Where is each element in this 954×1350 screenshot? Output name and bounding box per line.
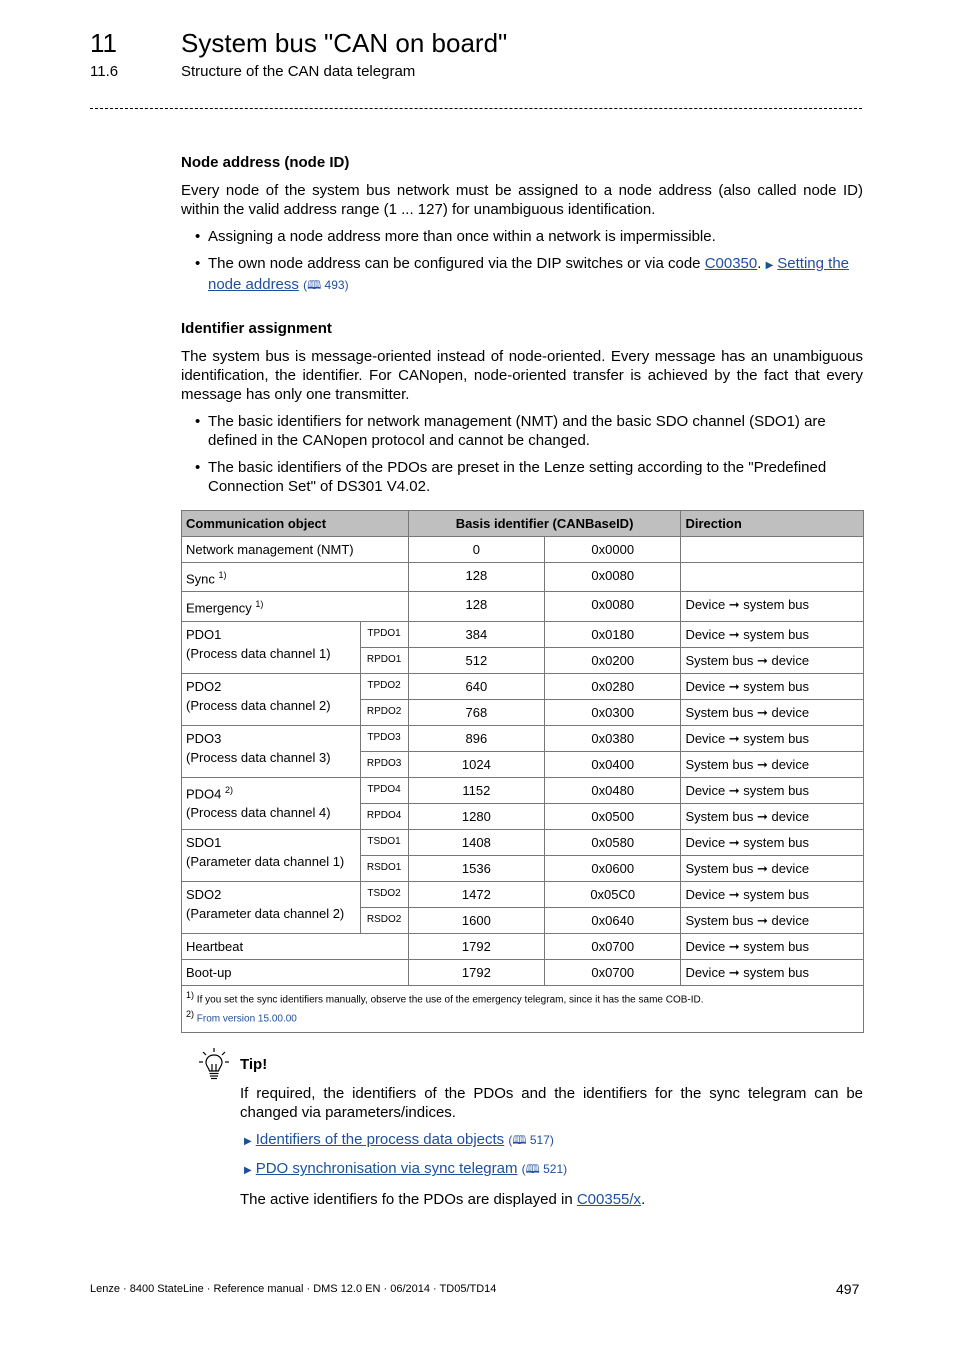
list-item: • The own node address can be configured via the DIP switches or via code C00350. ▶ Setting the node address (🕮 493) [181,254,863,295]
code-c00355-link[interactable]: C00355/x [576,1191,642,1209]
list-item [240,1130,863,1151]
link-arrow-icon: ▶ [244,1136,252,1148]
list-item: • The basic identifiers for network management (NMT) and the basic SDO channel (SDO1) are defined in the CANopen protocol and cannot be changed. [181,412,863,450]
tip-label: Tip! [240,1056,268,1074]
pdo-sync-link[interactable]: PDO synchronisation via sync telegram [255,1160,518,1178]
node-address-bullets [181,227,863,295]
identifier-heading: Identifier assignment [181,320,332,337]
lightbulb-icon [197,1047,231,1081]
page-ref: (🕮 521) [521,1162,568,1177]
footnote-1: $^{1)}$ If you set the sync identifiers manually, observe the use of the emergency telegram, since it has the same COB-ID. [186,989,704,1005]
table-row: RPDO4 1280 0x0500 System bus ➞ device [182,803,864,829]
page-ref: (🕮 517) [508,1133,554,1148]
chapter-title: System bus "CAN on board" [181,28,508,58]
list-item: • The basic identifiers of the PDOs are preset in the Lenze setting according to the "Predefined Connection Set" of DS301 V4.02. [181,458,863,496]
table-row: PDO1 (Process data channel 1) TPDO1 384 0x0180 Device ➞ system bus [182,621,864,647]
footnote-2: $^{2)}$ From version 15.00.00 [186,1008,297,1025]
identifier-bullets [181,412,863,496]
table-row: Heartbeat 1792 0x0700 Device ➞ system bus [182,933,864,959]
table-row: RPDO3 1024 0x0400 System bus ➞ device [182,751,864,777]
tip-box [181,1047,863,1209]
table-row: SDO2 (Parameter data channel 2) TSDO2 1472 0x05C0 Device ➞ system bus [182,881,864,907]
table-row: Boot-up 1792 0x0700 Device ➞ system bus [182,959,864,985]
node-address-paragraph: Every node of the system bus network must be assigned to a node address (also called node ID) within the valid address range (1 ... 127) for unambiguous identification. [181,182,863,218]
section-title: Structure of the CAN data telegram [181,63,416,80]
version-link[interactable]: From version 15.00.00 [196,1013,297,1025]
setting-node-address-link[interactable]: Setting the node address [208,255,849,293]
identifier-table [181,510,864,1033]
col-header: Direction [681,511,864,537]
tip-final: The active identifiers fo the PDOs are displayed in C00355/x. [240,1191,646,1209]
col-header: Communication object [182,511,409,537]
table-row: RSDO1 1536 0x0600 System bus ➞ device [182,855,864,881]
table-footnotes [182,985,864,1033]
code-c00350-link[interactable]: C00350 [704,255,758,272]
list-item: • Assigning a node address more than once within a network is impermissible. [181,227,863,246]
link-arrow-icon: ▶ [765,260,774,271]
tip-paragraph: If required, the identifiers of the PDOs and the identifiers for the sync telegram can be changed via parameters/indices. [240,1085,863,1122]
page-ref: (🕮 493) [303,278,349,292]
footer-text: Lenze · 8400 StateLine · Reference manual · DMS 12.0 EN · 06/2014 · TD05/TD14 [90,1283,497,1295]
table-row: RPDO1 512 0x0200 System bus ➞ device [182,647,864,673]
identifier-paragraph: The system bus is message-oriented instead of node-oriented. Every message has an unambiguous identification, the identifier. For CANopen, node-oriented transfer is achieved by the fact that every message has only one transmitter. [181,348,863,403]
table-row: RPDO2 768 0x0300 System bus ➞ device [182,699,864,725]
table-row: PDO3 (Process data channel 3) TPDO3 896 0x0380 Device ➞ system bus [182,725,864,751]
section-number: 11.6 [90,63,119,80]
table-row: Network management (NMT) 0 0x0000 [182,537,864,563]
table-row: Sync $^{1)}$ 128 0x0080 [182,563,864,592]
identifiers-pdo-link[interactable]: Identifiers of the process data objects [255,1131,505,1149]
table-row: RSDO2 1600 0x0640 System bus ➞ device [182,907,864,933]
main-content [181,153,863,1217]
chapter-number: 11 [90,28,117,58]
page-number: 497 [836,1281,860,1297]
table-header-row [182,511,864,537]
col-header: Basis identifier (CANBaseID) [408,511,681,537]
node-address-heading: Node address (node ID) [181,154,350,171]
link-arrow-icon: ▶ [244,1165,252,1177]
list-item [240,1159,863,1180]
header-divider [90,108,862,109]
table-row: Emergency $^{1)}$ 128 0x0080 Device ➞ system bus [182,592,864,621]
table-row: PDO4 $^{2)}$ (Process data channel 4) TPDO4 1152 0x0480 Device ➞ system bus [182,777,864,803]
table-row: SDO1 (Parameter data channel 1) TSDO1 1408 0x0580 Device ➞ system bus [182,829,864,855]
table-row: PDO2 (Process data channel 2) TPDO2 640 0x0280 Device ➞ system bus [182,673,864,699]
tip-body [240,1084,863,1209]
